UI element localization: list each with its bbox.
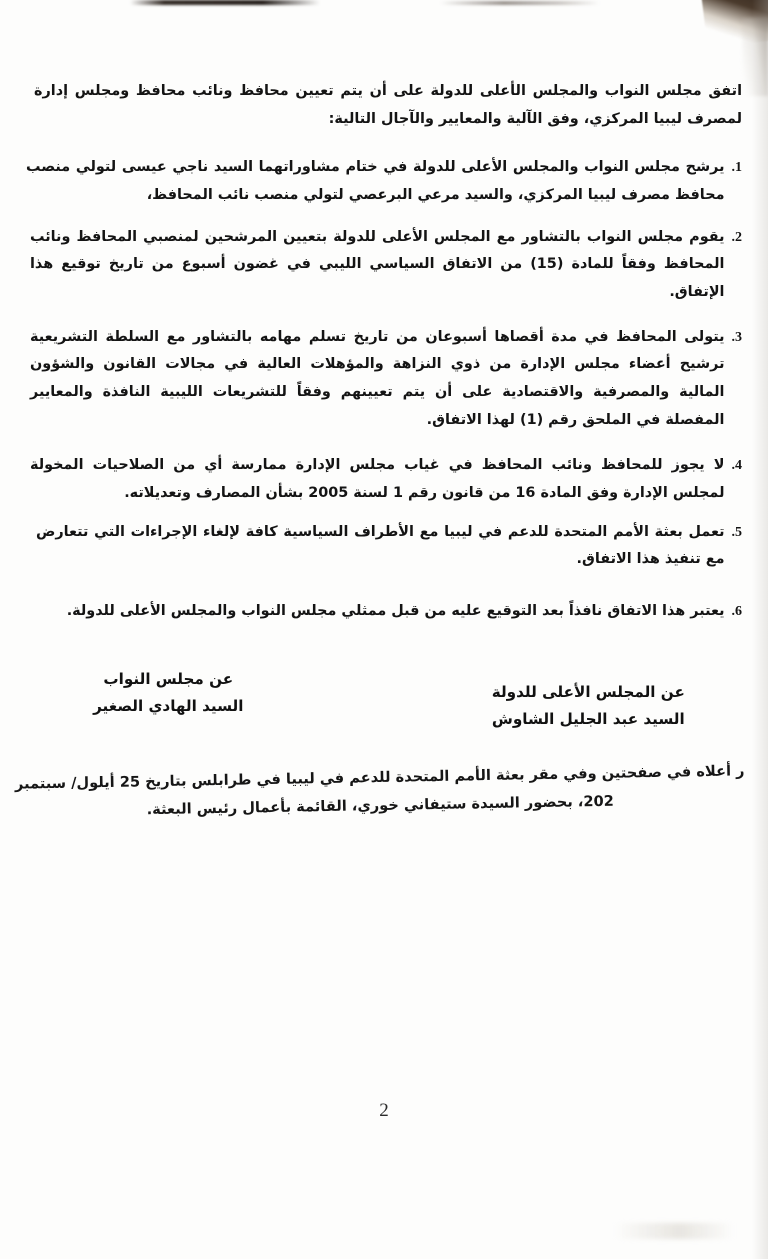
- scan-shadow-right: [752, 0, 768, 1259]
- clause-text-4: لا يجوز للمحافظ ونائب المحافظ في غياب مجلس الإدارة ممارسة أي من الصلاحيات المخولة لمجلس الإدارة وفق المادة 16 من قانون رقم 1 لسنة 2005 بشأن المصارف وتعديلاته.: [30, 457, 725, 501]
- clause-item-3: [26, 324, 742, 435]
- clause-item-1: [26, 154, 742, 209]
- clause-text-3: يتولى المحافظ في مدة أقصاها أسبوعان من تاريخ تسلم مهامه بالتشاور مع السلطة التشريعية ترشيح أعضاء مجلس الإدارة من ذوي النزاهة والمؤهلات العالية في مجالات القانون والشؤون المالية والمصرفية والاقتصادية على أن يتم تعيينهم وفقاً للتشريعات الليبية النافذة والمعايير المفصلة في الملحق رقم (1) لهذا الاتفاق.: [30, 328, 725, 428]
- clause-item-6: [26, 598, 742, 626]
- clause-number-1: 1.: [731, 160, 742, 176]
- scan-edge-artifact-top: [130, 0, 320, 5]
- closing-note-line-1: ر أعلاه في صفحتين وفي مقر بعثة الأمم المتحدة للدعم في ليبيا في طرابلس بتاريخ 25 أيلول/ سبتمبر: [14, 762, 745, 793]
- clause-item-4: [26, 452, 742, 507]
- clause-text-2: يقوم مجلس النواب بالتشاور مع المجلس الأعلى للدولة بتعيين المرشحين لمنصبي المحافظ ونائب المحافظ وفقاً للمادة (15) من الاتفاق السياسي الليبي في غضون أسبوع من تاريخ توقيع هذا الإتفاق.: [30, 228, 725, 300]
- closing-note: [0, 757, 768, 829]
- clause-text-5: تعمل بعثة الأمم المتحدة للدعم في ليبيا مع الأطراف السياسية كافة لإلغاء الإجراءات التي تتعارض مع تنفيذ هذا الاتفاق.: [36, 523, 725, 568]
- signature-hcs-name: السيد عبد الجليل الشاوش: [491, 710, 685, 729]
- clause-text-6: يعتبر هذا الاتفاق نافذاً بعد التوقيع عليه من قبل ممثلي مجلس النواب والمجلس الأعلى للدولة.: [66, 602, 725, 619]
- scan-corner-edge-artifact: [742, 18, 768, 96]
- clause-item-5: [26, 519, 742, 574]
- intro-paragraph: اتفق مجلس النواب والمجلس الأعلى للدولة على أن يتم تعيين محافظ ونائب محافظ ومجلس إدارة لمصرف ليبيا المركزي، وفق الآلية والمعايير والآجال التالية:: [34, 83, 742, 127]
- signature-hor-on-behalf-of: عن مجلس النواب: [103, 670, 234, 688]
- signature-hor-name: السيد الهادي الصغير: [93, 697, 244, 716]
- signature-block: [26, 666, 742, 729]
- scan-edge-artifact-top-secondary: [440, 1, 600, 5]
- clause-text-1: يرشح مجلس النواب والمجلس الأعلى للدولة في ختام مشاوراتهما السيد ناجي عيسى لتولي منصب محافظ مصرف ليبيا المركزي، والسيد مرعي البرعصي لتولي منصب نائب المحافظ،: [26, 159, 725, 203]
- signature-house-of-representatives: [26, 666, 311, 720]
- clause-item-2: [26, 224, 742, 307]
- clause-number-2: 2.: [731, 229, 742, 245]
- clause-number-6: 6.: [731, 603, 742, 619]
- page-number: 2: [379, 1100, 389, 1121]
- clause-number-5: 5.: [731, 524, 742, 540]
- document-body: [26, 78, 742, 626]
- closing-note-line-2: 202، بحضور السيدة ستيفاني خوري، القائمة بأعمال رئيس البعثة.: [146, 793, 615, 819]
- signature-hcs-on-behalf-of: عن المجلس الأعلى للدولة: [491, 683, 685, 701]
- scan-smudge-bottom: [614, 1223, 734, 1239]
- signature-high-council-of-state: [451, 679, 726, 733]
- clause-number-4: 4.: [731, 458, 742, 474]
- clause-number-3: 3.: [731, 329, 742, 345]
